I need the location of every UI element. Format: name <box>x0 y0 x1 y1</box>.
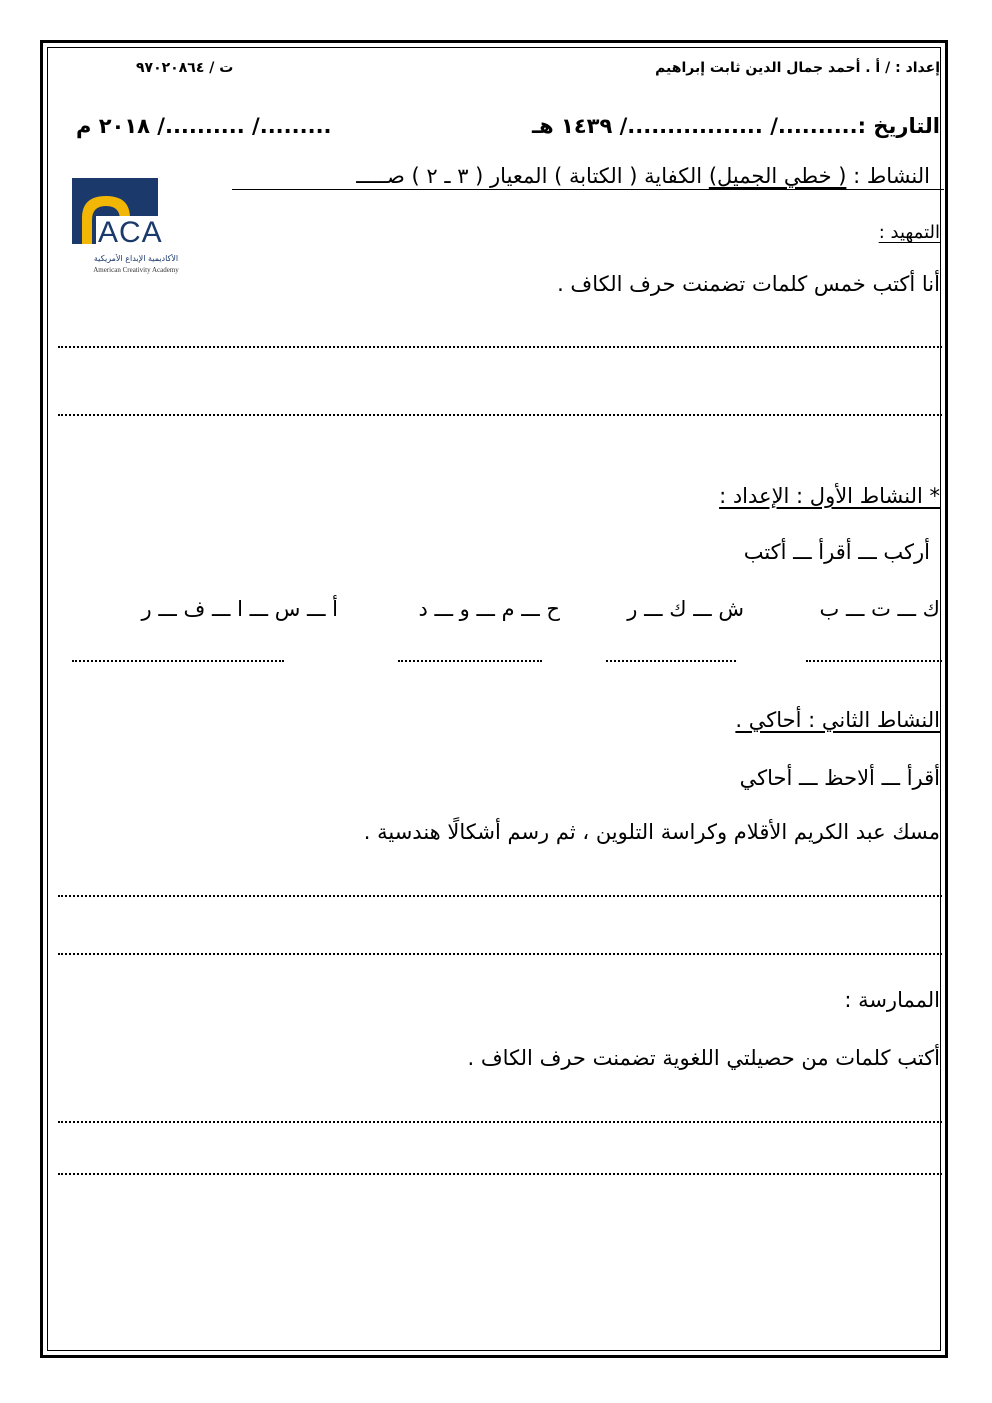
intro-instruction: أنا أكتب خمس كلمات تضمنت حرف الكاف . <box>557 272 940 296</box>
letter-group: أ ـــ س ـــ ا ـــ ف ـــ ر <box>141 597 338 621</box>
letter-group-answer-blank[interactable] <box>72 660 284 662</box>
activity-two-steps: أقرأ ـــ ألاحظ ـــ أحاكي <box>739 766 940 790</box>
intro-heading <box>879 222 940 243</box>
date-hijri: التاريخ :........../ ................./ ١٤٣٩ هـ <box>531 114 940 138</box>
logo-acronym: ACA <box>98 216 163 249</box>
letter-group: ش ـــ ك ـــ ر <box>627 597 744 621</box>
letter-group-answer-blank[interactable] <box>398 660 542 662</box>
letter-group-answer-blank[interactable] <box>606 660 736 662</box>
letter-group: ك ـــ ت ـــ ب <box>819 597 940 621</box>
logo-arabic-name: الأكاديمية الإبداع الأمريكية <box>93 254 179 263</box>
activity-one-steps: أركب ـــ أقرأ ـــ أكتب <box>743 540 930 564</box>
letter-group: ح ـــ م ـــ و ـــ د <box>418 597 560 621</box>
activity-two-sentence: مسك عبد الكريم الأقلام وكراسة التلوين ، ثم رسم أشكالًا هندسية . <box>363 820 940 844</box>
letter-groups-row <box>60 597 940 627</box>
title-underline <box>232 189 944 190</box>
date-gregorian: ........./ ........../ ٢٠١٨ م <box>76 114 332 138</box>
activity-one-heading: * النشاط الأول : الإعداد : <box>719 484 940 508</box>
answer-line[interactable] <box>58 414 942 416</box>
logo-english-name: American Creativity Academy <box>93 266 179 274</box>
prepared-by: إعداد : / أ . أحمد جمال الدين ثابت إبراهيم <box>655 60 940 76</box>
answer-line[interactable] <box>58 953 942 955</box>
practice-instruction: أكتب كلمات من حصيلتي اللغوية تضمنت حرف الكاف . <box>467 1046 940 1070</box>
activity-title-name: ( خطي الجميل) <box>708 164 847 188</box>
activity-title-rest: الكفاية ( الكتابة ) المعيار ( ٣ ـ ٢ ) صـــــ <box>356 164 703 188</box>
activity-title <box>356 164 930 188</box>
activity-title-prefix: النشاط : <box>853 164 930 188</box>
answer-line[interactable] <box>58 1121 942 1123</box>
phone-number: ت / ٩٧٠٢٠٨٦٤ <box>136 60 234 76</box>
practice-heading: الممارسة : <box>844 988 940 1012</box>
intro-heading-text: التمهيد : <box>878 222 940 243</box>
activity-two-heading: النشاط الثاني : أحاكي . <box>735 708 940 732</box>
aca-logo <box>72 178 200 276</box>
letter-group-answer-blank[interactable] <box>806 660 942 662</box>
answer-line[interactable] <box>58 1173 942 1175</box>
answer-line[interactable] <box>58 346 942 348</box>
answer-line[interactable] <box>58 895 942 897</box>
